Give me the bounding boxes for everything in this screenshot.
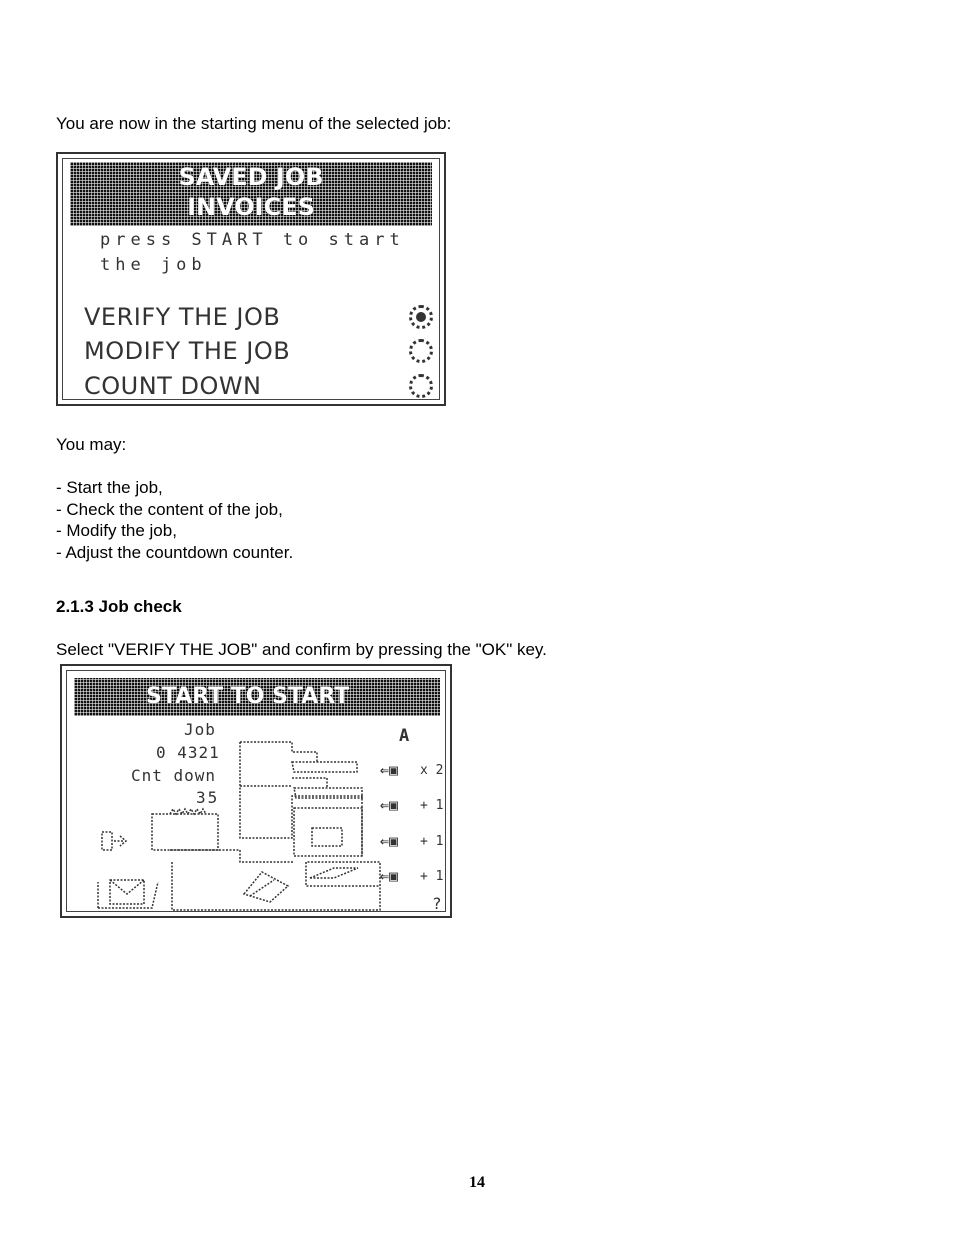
section-title: 2.1.3 Job check: [56, 597, 182, 616]
menu-item-count-down[interactable]: COUNT DOWN: [84, 372, 262, 400]
bullet-item: - Adjust the countdown counter.: [56, 543, 294, 562]
station-count: + 1: [420, 834, 444, 849]
help-icon[interactable]: ?: [432, 894, 442, 913]
countdown-value: 35: [196, 788, 220, 807]
bullet-item: - Modify the job,: [56, 521, 177, 540]
hint-line-2: the job: [100, 255, 207, 275]
station-count: x 2: [420, 763, 444, 778]
station-arrow-icon: ⇐▣: [380, 796, 399, 814]
job-number: 0 4321: [156, 743, 220, 762]
radio-empty-icon[interactable]: [409, 374, 433, 398]
station-count: + 1: [420, 798, 444, 813]
page-number: 14: [469, 1174, 485, 1191]
instruction-text: Select "VERIFY THE JOB" and confirm by pressing the "OK" key.: [56, 640, 547, 659]
countdown-label: Cnt down: [131, 766, 217, 785]
start-screen: [60, 664, 452, 918]
menu-item-verify[interactable]: VERIFY THE JOB: [84, 303, 281, 331]
menu-item-modify[interactable]: MODIFY THE JOB: [84, 337, 291, 365]
intro-text: You are now in the starting menu of the selected job:: [56, 114, 452, 133]
header-line-1: SAVED JOB: [178, 163, 324, 191]
bullet-item: - Check the content of the job,: [56, 500, 283, 519]
station-count: + 1: [420, 869, 444, 884]
station-arrow-icon: ⇐▣: [380, 867, 399, 885]
indicator-letter: A: [399, 726, 410, 746]
you-may-text: You may:: [56, 435, 127, 454]
station-arrow-icon: ⇐▣: [380, 761, 399, 779]
radio-selected-icon[interactable]: [409, 305, 433, 329]
screen-header: [70, 162, 432, 226]
radio-empty-icon[interactable]: [409, 339, 433, 363]
station-arrow-icon: ⇐▣: [380, 832, 399, 850]
job-label: Job: [184, 720, 216, 739]
screen-header: START TO START: [74, 678, 440, 716]
bullet-item: - Start the job,: [56, 478, 163, 497]
saved-job-screen: [56, 152, 446, 406]
header-line-2: INVOICES: [187, 193, 315, 221]
hint-line-1: press START to start: [100, 230, 405, 250]
